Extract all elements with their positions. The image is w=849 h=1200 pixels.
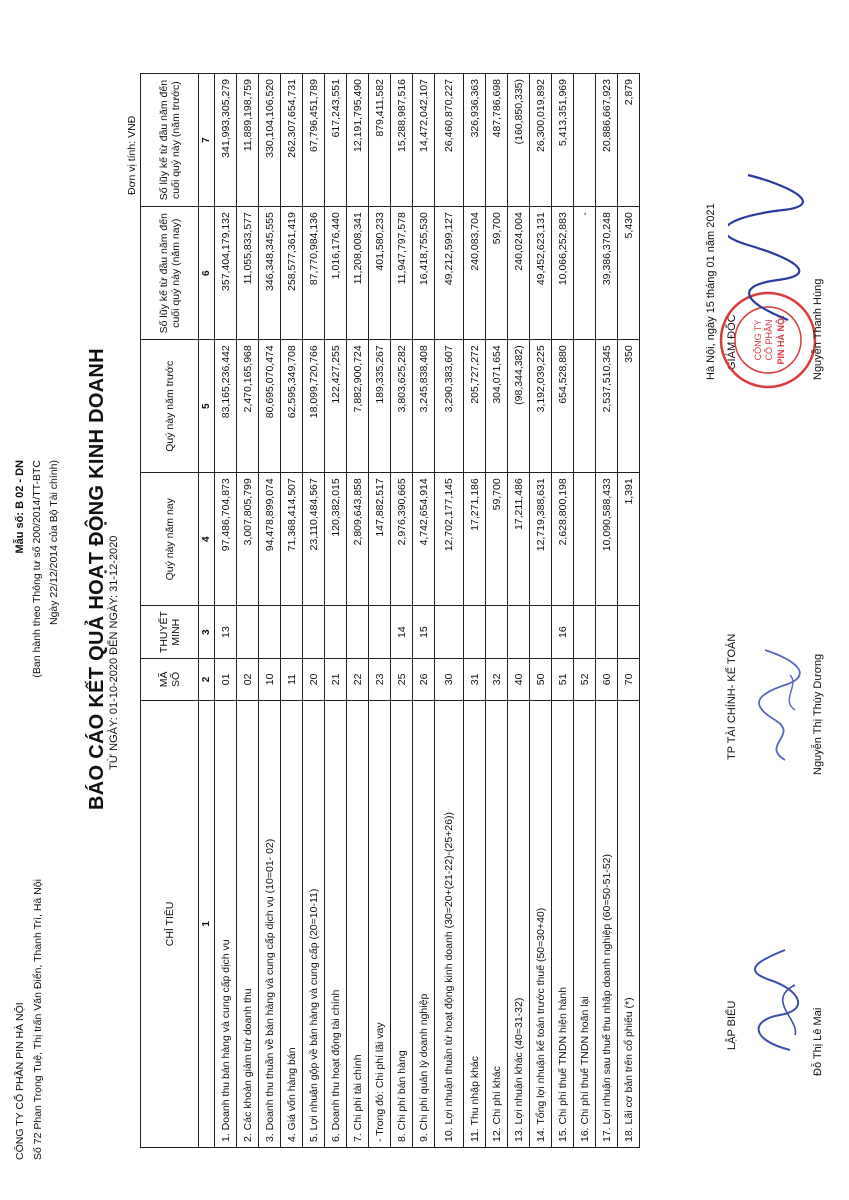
table-row [325, 74, 347, 1148]
row-code: 21 [325, 659, 347, 701]
row-quarter-previous: 654,528,880 [552, 340, 574, 473]
row-ytd-current: - [574, 207, 596, 340]
row-ytd-previous: 5,413,351,969 [552, 74, 574, 207]
row-quarter-previous: 2,537,510,345 [596, 340, 618, 473]
row-ytd-current: 59,700 [486, 207, 508, 340]
row-ytd-previous: (160,850,335) [508, 74, 530, 207]
row-label: 13. Lợi nhuận khác (40=31-32) [508, 700, 530, 1147]
row-code: 26 [413, 659, 435, 701]
row-ytd-previous: 262,307,654,731 [281, 74, 303, 207]
row-ytd-previous: 326,936,363 [464, 74, 486, 207]
issued-date: Ngày 22/12/2014 của Bộ Tài chính) [48, 460, 60, 626]
row-quarter-previous [574, 340, 596, 473]
row-quarter-previous: 80,695,070,474 [259, 340, 281, 473]
row-ytd-previous: 341,993,305,279 [215, 74, 237, 207]
row-label: 10. Lợi nhuận thuần từ hoạt động kinh doanh (30=20+(21-22)-(25+26)) [435, 700, 464, 1147]
row-note [369, 606, 391, 659]
table-row [391, 74, 413, 1148]
row-label: 17. Lợi nhuận sau thuế thu nhập doanh nghiệp (60=50-51-52) [596, 700, 618, 1147]
row-quarter-current: 10,090,588,433 [596, 473, 618, 606]
row-ytd-current: 87,770,984,136 [303, 207, 325, 340]
table-row [574, 74, 596, 1148]
row-code: 30 [435, 659, 464, 701]
row-ytd-current: 258,577,361,419 [281, 207, 303, 340]
accountant-signature [740, 640, 810, 770]
row-label: 2. Các khoản giảm trừ doanh thu [237, 700, 259, 1147]
stamp-line-1: CÔNG TY [753, 319, 763, 361]
row-code: 51 [552, 659, 574, 701]
accountant-name: Nguyễn Thị Thùy Dương [812, 653, 824, 775]
row-ytd-current: 39,386,370,248 [596, 207, 618, 340]
row-quarter-previous: 7,882,900,724 [347, 340, 369, 473]
company-address: Số 72 Phan Trọng Tuệ, Thị trấn Văn Điển, Thanh Trì, Hà Nội [32, 879, 44, 1160]
stamp-line-2: CỔ PHẦN [764, 319, 774, 361]
row-ytd-current: 346,348,345,555 [259, 207, 281, 340]
preparer-role: LẬP BIỂU [726, 1000, 738, 1050]
row-quarter-current [574, 473, 596, 606]
row-note [281, 606, 303, 659]
row-quarter-previous: 189,335,267 [369, 340, 391, 473]
report-period: TỪ NGÀY: 01-10-2020 ĐẾN NGÀY: 31-12-2020 [108, 535, 120, 770]
accountant-role: TP TÀI CHÍNH- KẾ TOÁN [726, 633, 738, 760]
table-row [552, 74, 574, 1148]
row-quarter-current: 2,628,800,198 [552, 473, 574, 606]
row-ytd-current: 49,452,623,131 [530, 207, 552, 340]
row-label: 3. Doanh thu thuần về bán hàng và cung cấp dịch vụ (10=01- 02) [259, 700, 281, 1147]
issued-by: (Ban hành theo Thông tư số 200/2014/TT-BTC [31, 460, 43, 678]
row-label: 16. Chi phí thuế TNDN hoãn lại [574, 700, 596, 1147]
col-number: 4 [199, 473, 215, 606]
table-row [259, 74, 281, 1148]
table-row [435, 74, 464, 1148]
row-quarter-previous: (98,344,382) [508, 340, 530, 473]
row-label: 1. Doanh thu bán hàng và cung cấp dịch vụ [215, 700, 237, 1147]
row-note [259, 606, 281, 659]
row-label: 12. Chi phí khác [486, 700, 508, 1147]
table-row [281, 74, 303, 1148]
table-row [303, 74, 325, 1148]
row-ytd-previous: 879,411,582 [369, 74, 391, 207]
col-number: 6 [199, 207, 215, 340]
row-quarter-current: 1,391 [618, 473, 640, 606]
form-code: Mẫu số: B 02 - DN [14, 460, 26, 554]
row-label: 6. Doanh thu hoạt động tài chính [325, 700, 347, 1147]
row-code: 10 [259, 659, 281, 701]
row-ytd-previous: 2,879 [618, 74, 640, 207]
row-ytd-previous: 617,243,551 [325, 74, 347, 207]
header-quarter-previous: Quý này năm trước [141, 340, 199, 473]
table-row [486, 74, 508, 1148]
row-note [618, 606, 640, 659]
preparer-signature [740, 940, 810, 1060]
row-code: 11 [281, 659, 303, 701]
row-note [486, 606, 508, 659]
director-name: Nguyễn Thanh Hùng [812, 278, 824, 380]
row-ytd-current: 240,024,004 [508, 207, 530, 340]
row-quarter-previous: 3,192,039,225 [530, 340, 552, 473]
row-quarter-previous: 3,245,838,408 [413, 340, 435, 473]
row-note: 16 [552, 606, 574, 659]
row-quarter-current: 17,211,486 [508, 473, 530, 606]
col-number: 2 [199, 659, 215, 701]
row-ytd-current: 357,404,179,132 [215, 207, 237, 340]
row-note [435, 606, 464, 659]
row-ytd-current: 16,418,755,530 [413, 207, 435, 340]
row-quarter-current: 12,719,388,631 [530, 473, 552, 606]
row-ytd-current: 1,016,176,440 [325, 207, 347, 340]
row-code: 40 [508, 659, 530, 701]
report-title: BÁO CÁO KẾT QUẢ HOẠT ĐỘNG KINH DOANH [86, 348, 108, 810]
row-quarter-previous: 62,595,349,708 [281, 340, 303, 473]
row-ytd-previous: 487,786,698 [486, 74, 508, 207]
company-name: CÔNG TY CỔ PHẦN PIN HÀ NỘI [14, 1002, 26, 1160]
row-ytd-current: 11,208,008,341 [347, 207, 369, 340]
row-ytd-previous: 330,104,106,520 [259, 74, 281, 207]
row-code: 50 [530, 659, 552, 701]
signature-date: Hà Nội, ngày 15 tháng 01 năm 2021 [705, 203, 717, 380]
row-note [508, 606, 530, 659]
table-row [596, 74, 618, 1148]
director-signature [728, 170, 808, 330]
table-row [347, 74, 369, 1148]
row-ytd-current: 5,430 [618, 207, 640, 340]
row-note [347, 606, 369, 659]
row-note [237, 606, 259, 659]
row-ytd-current: 49,212,599,127 [435, 207, 464, 340]
row-quarter-current: 3,007,805,799 [237, 473, 259, 606]
table-row [530, 74, 552, 1148]
row-note [596, 606, 618, 659]
row-ytd-previous: 14,472,042,107 [413, 74, 435, 207]
row-quarter-current: 147,882,517 [369, 473, 391, 606]
row-ytd-previous: 11,889,198,759 [237, 74, 259, 207]
stamp-line-3: PIN HÀ NỘI [776, 315, 786, 365]
row-quarter-previous: 205,727,272 [464, 340, 486, 473]
row-label: 14. Tổng lợi nhuận kế toán trước thuế (50=30+40) [530, 700, 552, 1147]
row-quarter-current: 17,271,186 [464, 473, 486, 606]
row-note: 15 [413, 606, 435, 659]
row-quarter-current: 120,382,015 [325, 473, 347, 606]
row-ytd-current: 401,580,233 [369, 207, 391, 340]
row-note [464, 606, 486, 659]
header-ma-so: MÃ SỐ [141, 659, 199, 701]
row-code: 02 [237, 659, 259, 701]
row-code: 60 [596, 659, 618, 701]
row-quarter-previous: 83,165,236,442 [215, 340, 237, 473]
row-quarter-current: 97,486,704,873 [215, 473, 237, 606]
row-quarter-previous: 350 [618, 340, 640, 473]
row-label: 15. Chi phí thuế TNDN hiện hành [552, 700, 574, 1147]
row-ytd-current: 11,947,797,578 [391, 207, 413, 340]
row-quarter-previous: 18,099,720,766 [303, 340, 325, 473]
row-note: 13 [215, 606, 237, 659]
row-quarter-current: 23,110,484,567 [303, 473, 325, 606]
col-number: 7 [199, 74, 215, 207]
row-quarter-current: 59,700 [486, 473, 508, 606]
row-code: 32 [486, 659, 508, 701]
row-code: 31 [464, 659, 486, 701]
income-statement-table [140, 73, 640, 1148]
row-label: 4. Giá vốn hàng bán [281, 700, 303, 1147]
table-body [215, 74, 640, 1148]
row-code: 23 [369, 659, 391, 701]
header-ytd-current: Số lũy kế từ đầu năm đến cuối quý này (năm nay) [141, 207, 199, 340]
row-label: 8. Chi phí bán hàng [391, 700, 413, 1147]
table-row [215, 74, 237, 1148]
row-code: 52 [574, 659, 596, 701]
row-label: 5. Lợi nhuận gộp về bán hàng và cung cấp (20=10-11) [303, 700, 325, 1147]
table-row [413, 74, 435, 1148]
col-number: 3 [199, 606, 215, 659]
row-ytd-previous: 12,191,795,490 [347, 74, 369, 207]
currency-unit: Đơn vị tính: VNĐ [126, 115, 138, 195]
row-quarter-current: 71,368,414,507 [281, 473, 303, 606]
row-note: 14 [391, 606, 413, 659]
row-label: - Trong đó: Chi phí lãi vay [369, 700, 391, 1147]
row-quarter-current: 94,478,899,074 [259, 473, 281, 606]
row-note [574, 606, 596, 659]
col-number: 1 [199, 700, 215, 1147]
table-row [618, 74, 640, 1148]
header-ytd-previous: Số lũy kế từ đầu năm đến cuối quý này (năm trước) [141, 74, 199, 207]
row-ytd-previous [574, 74, 596, 207]
row-label: 9. Chi phí quản lý doanh nghiệp [413, 700, 435, 1147]
preparer-name: Đỗ Thị Lê Mai [812, 1007, 824, 1076]
row-quarter-previous: 304,071,654 [486, 340, 508, 473]
row-ytd-current: 240,083,704 [464, 207, 486, 340]
row-label: 7. Chi phí tài chính [347, 700, 369, 1147]
row-ytd-previous: 67,796,451,789 [303, 74, 325, 207]
row-code: 70 [618, 659, 640, 701]
table-row [237, 74, 259, 1148]
row-quarter-previous: 3,803,625,282 [391, 340, 413, 473]
row-code: 25 [391, 659, 413, 701]
row-quarter-previous: 2,470,165,968 [237, 340, 259, 473]
table-row [464, 74, 486, 1148]
row-ytd-previous: 26,300,019,892 [530, 74, 552, 207]
row-quarter-previous: 3,290,383,607 [435, 340, 464, 473]
row-label: 11. Thu nhập khác [464, 700, 486, 1147]
row-note [325, 606, 347, 659]
row-quarter-current: 2,976,390,665 [391, 473, 413, 606]
header-thuyet-minh: THUYẾT MINH [141, 606, 199, 659]
row-ytd-current: 10,066,252,883 [552, 207, 574, 340]
row-note [530, 606, 552, 659]
row-ytd-previous: 15,288,987,516 [391, 74, 413, 207]
table-row [508, 74, 530, 1148]
row-ytd-current: 11,055,833,577 [237, 207, 259, 340]
row-code: 20 [303, 659, 325, 701]
director-role: GIÁM ĐỐC [726, 314, 738, 370]
row-quarter-current: 4,742,654,914 [413, 473, 435, 606]
row-label: 18. Lãi cơ bản trên cổ phiếu (*) [618, 700, 640, 1147]
row-quarter-current: 2,809,643,858 [347, 473, 369, 606]
header-quarter-current: Quý này năm nay [141, 473, 199, 606]
row-quarter-previous: 122,427,255 [325, 340, 347, 473]
table-row [369, 74, 391, 1148]
row-quarter-current: 12,702,177,145 [435, 473, 464, 606]
header-chi-tieu: CHỈ TIÊU [141, 700, 199, 1147]
row-code: 22 [347, 659, 369, 701]
row-note [303, 606, 325, 659]
row-code: 01 [215, 659, 237, 701]
row-ytd-previous: 20,886,667,923 [596, 74, 618, 207]
row-ytd-previous: 26,460,870,227 [435, 74, 464, 207]
col-number: 5 [199, 340, 215, 473]
